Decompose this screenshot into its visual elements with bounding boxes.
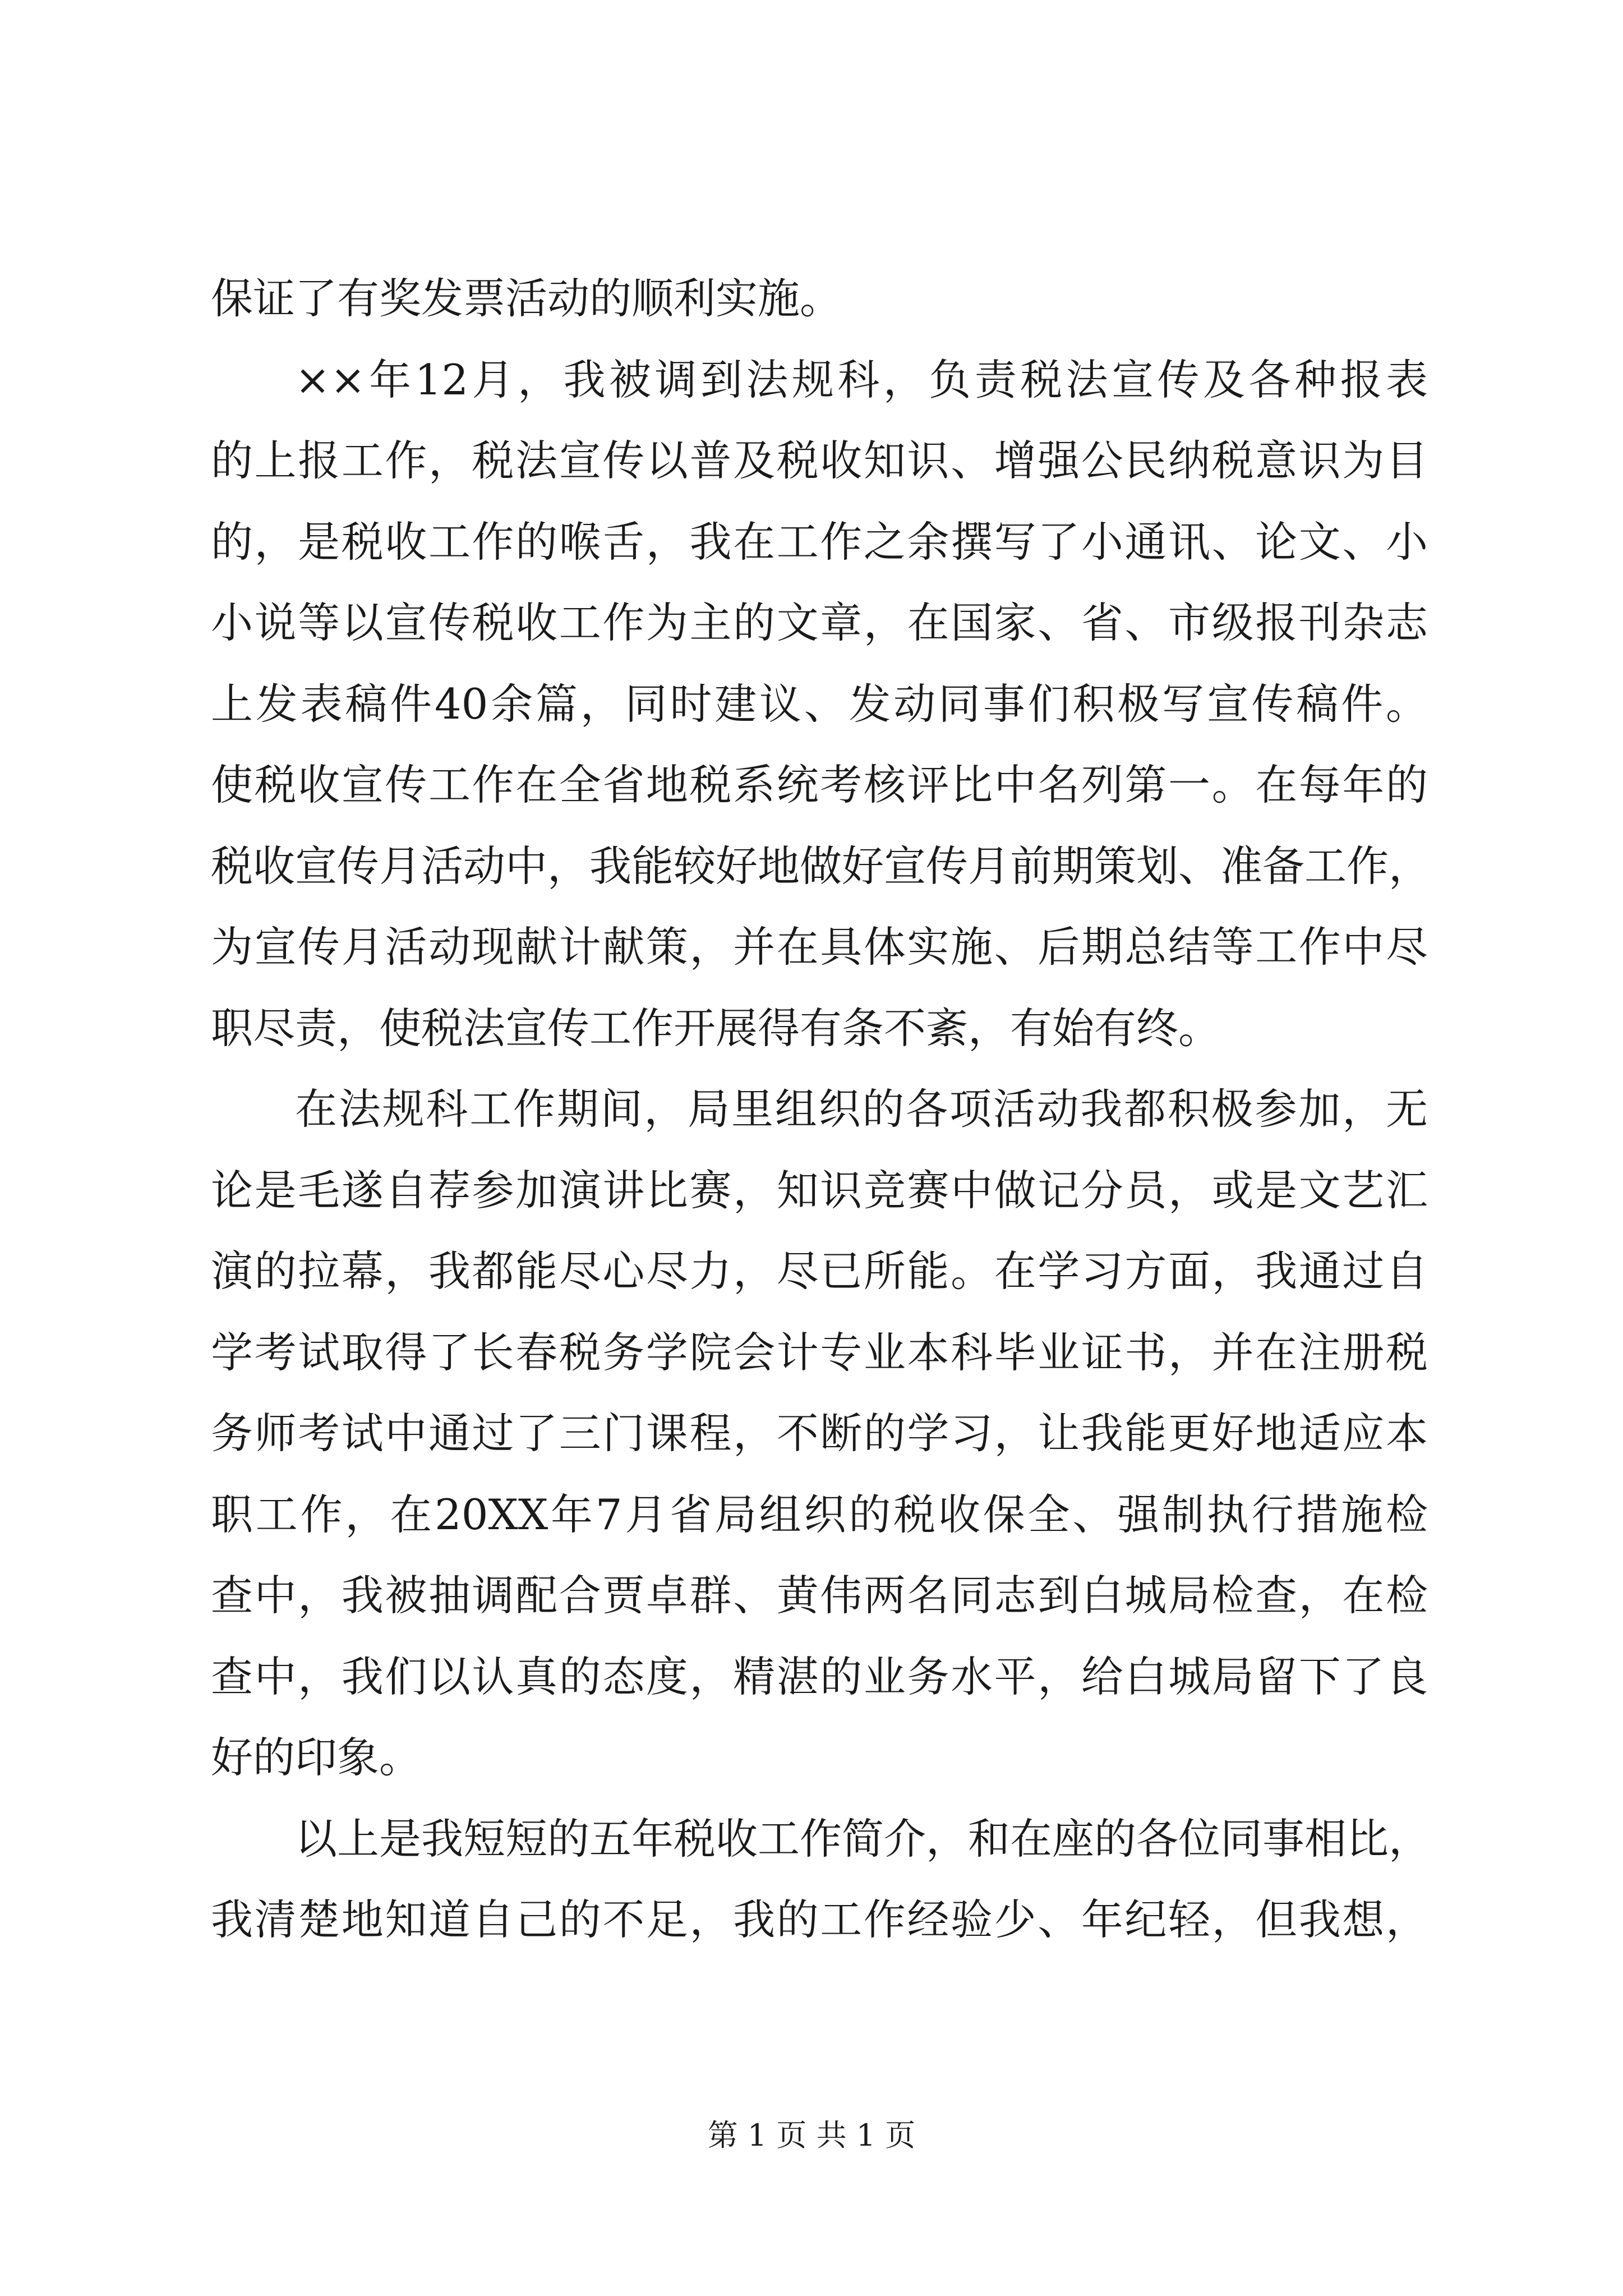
text-line: 的上报工作，税法宣传以普及税收知识、增强公民纳税意识为目 xyxy=(211,436,1428,485)
text-line: 为宣传月活动现献计献策，并在具体实施、后期总结等工作中尽 xyxy=(211,922,1428,972)
text-line: 学考试取得了长春税务学院会计专业本科毕业证书，并在注册税 xyxy=(211,1327,1428,1377)
text-line: 使税收宣传工作在全省地税系统考核评比中名列第一。在每年的 xyxy=(211,760,1428,809)
text-line: 好的印象。 xyxy=(211,1733,422,1782)
text-line: 保证了有奖发票活动的顺利实施。 xyxy=(211,274,842,323)
text-line: 职尽责，使税法宣传工作开展得有条不紊，有始有终。 xyxy=(211,1003,1221,1053)
text-line: 查中，我被抽调配合贾卓群、黄伟两名同志到白城局检查，在检 xyxy=(211,1571,1428,1620)
text-line: 以上是我短短的五年税收工作简介，和在座的各位同事相比， xyxy=(295,1814,1431,1864)
text-line: 查中，我们以认真的态度，精湛的业务水平，给白城局留下了良 xyxy=(211,1651,1428,1701)
text-line: 务师考试中通过了三门课程，不断的学习，让我能更好地适应本 xyxy=(211,1409,1428,1458)
text-line: 上发表稿件40余篇，同时建议、发动同事们积极写宣传稿件。 xyxy=(211,679,1428,729)
body-text xyxy=(211,258,1431,1961)
text-line: 小说等以宣传税收工作为主的文章，在国家、省、市级报刊杂志 xyxy=(211,598,1428,647)
text-line: 我清楚地知道自己的不足，我的工作经验少、年纪轻，但我想， xyxy=(211,1895,1428,1944)
text-line: ××年12月，我被调到法规科，负责税法宣传及各种报表 xyxy=(295,355,1428,404)
page-footer: 第 1 页 共 1 页 xyxy=(707,2118,916,2153)
text-line: 的，是税收工作的喉舌，我在工作之余撰写了小通讯、论文、小 xyxy=(211,517,1428,567)
text-line: 职工作，在20XX年7月省局组织的税收保全、强制执行措施检 xyxy=(211,1489,1428,1539)
text-line: 论是毛遂自荐参加演讲比赛，知识竞赛中做记分员，或是文艺汇 xyxy=(211,1165,1428,1215)
text-line: 税收宣传月活动中，我能较好地做好宣传月前期策划、准备工作， xyxy=(211,841,1431,891)
text-line: 在法规科工作期间，局里组织的各项活动我都积极参加，无 xyxy=(295,1084,1428,1134)
text-line: 演的拉幕，我都能尽心尽力，尽已所能。在学习方面，我通过自 xyxy=(211,1246,1428,1296)
